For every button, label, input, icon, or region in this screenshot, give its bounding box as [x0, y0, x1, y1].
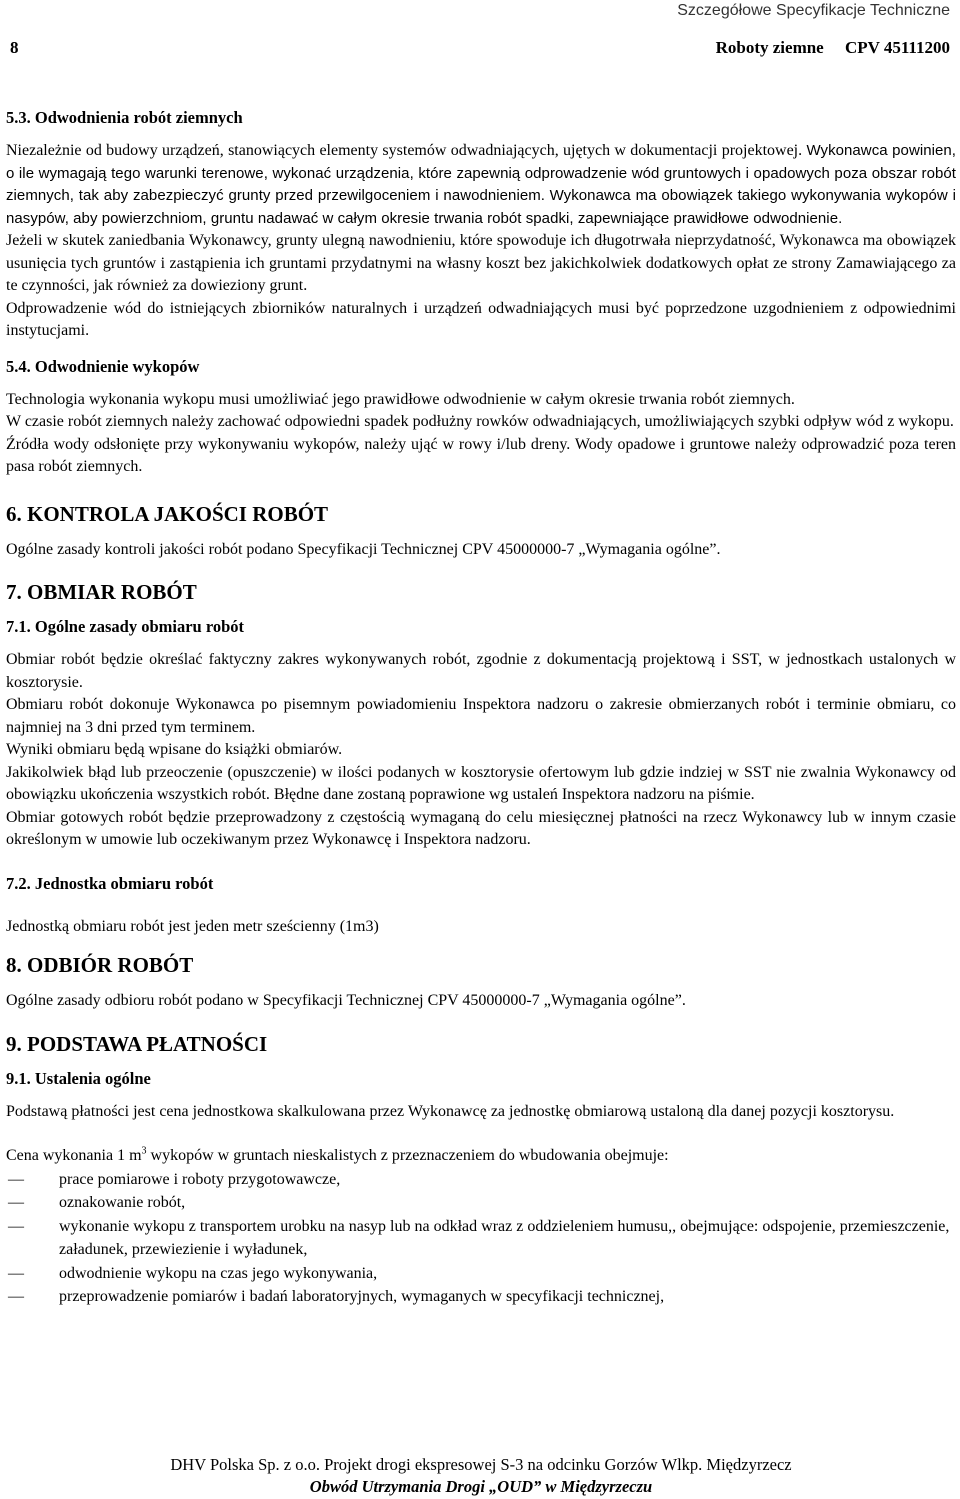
text-run: wykopów w gruntach nieskalistych z przeznaczeniem do wbudowania obejmuje: [146, 1147, 669, 1164]
paragraph: Źródła wody odsłonięte przy wykonywaniu wykopów, należy ująć w rowy i/lub dreny. Wody opadowe i gruntowe należy odprowadzić poza teren pasa robót ziemnych. [6, 435, 956, 475]
paragraph: Technologia wykonania wykopu musi umożliwiać jego prawidłowe odwodnienie w całym okresie trwania robót ziemnych. [6, 390, 795, 408]
paragraph: Odprowadzenie wód do istniejących zbiorników naturalnych i urządzeń odwadniających musi być poprzedzone uzgodnieniem z odpowiednimi instytucjami. [6, 299, 956, 339]
paragraph: Jakikolwiek błąd lub przeoczenie (opuszczenie) w ilości podanych w kosztorysie ofertowym lub gdzie indziej w SST nie zwalnia Wykonawcy od obowiązku ukończenia wszystkich robót. Błędne dane zostaną poprawione wg ustaleń Inspektora nadzoru na piśmie. [6, 763, 956, 803]
heading-9-1: 9.1. Ustalenia ogólne [6, 1068, 151, 1088]
heading-7-1: 7.1. Ogólne zasady obmiaru robót [6, 617, 245, 636]
paragraph [6, 140, 956, 230]
text-run: Niezależnie od budowy urządzeń, stanowiących elementy systemów odwadniających, ujętych w dokumentacji projektowej. [6, 142, 803, 159]
paragraph: Jeżeli w skutek zaniedbania Wykonawcy, grunty ulegną nawodnieniu, które spowoduje ich długotrwała nieprzydatność, Wykonawca ma obowiązek usunięcia tych gruntów i zastąpienia ich gruntami przydatnymi na własny koszt bez jakichkolwiek dodatkowych opłat ze strony Zamawiającego za te czynności, jak również za dowieziony grunt. [6, 232, 956, 294]
header-section [716, 38, 950, 58]
document-body [6, 108, 956, 1309]
list-item: — przeprowadzenie pomiarów i badań laboratoryjnych, wymaganych w specyfikacji technicznej, [6, 1285, 956, 1309]
heading-9: 9. PODSTAWA PŁATNOŚCI [6, 1031, 268, 1056]
heading-5-4: 5.4. Odwodnienie wykopów [6, 356, 200, 376]
list-item: — oznakowanie robót, [6, 1191, 956, 1215]
paragraph: Obmiaru robót dokonuje Wykonawca po pisemnym powiadomieniu Inspektora nadzoru o zakresie obmierzanych robót i terminie obmiaru, co najmniej na 3 dni przed tym terminem. [6, 696, 956, 736]
heading-7-2: 7.2. Jednostka obmiaru robót [6, 873, 214, 893]
footer-line-1: DHV Polska Sp. z o.o. Projekt drogi ekspresowej S-3 na odcinku Gorzów Wlkp. Międzyrzecz [170, 1455, 792, 1474]
page-number: 8 [10, 38, 19, 57]
paragraph: W czasie robót ziemnych należy zachować odpowiedni spadek podłużny rowków odwadniających, umożliwiających szybki odpływ wód z wykopu. [6, 413, 954, 430]
paragraph: Podstawą płatności jest cena jednostkowa skalkulowana przez Wykonawcę za jednostkę obmiarową ustaloną dla danej pozycji kosztorysu. [6, 1102, 895, 1120]
text-run: Wykonawca ma obowiązek takiego wykonywania wykopów i nasypów, aby powierzchniom, gruntu nadawać w całym okresie trwania robót spadki, zapewniające prawidłowe odwodnienie. [6, 187, 956, 227]
paragraph: Obmiar gotowych robót będzie przeprowadzony z częstością wymaganą do celu miesięcznej płatności na rzecz Wykonawcy lub w innym czasie określonym w umowie lub oczekiwanym przez Wykonawcę i Inspektora nadzoru. [6, 808, 956, 848]
footer-line-2: Obwód Utrzymania Drogi „OUD” w Międzyrzeczu [309, 1477, 653, 1496]
text-run: Cena wykonania 1 m [6, 1147, 142, 1164]
paragraph [6, 1145, 956, 1168]
document-page [6, 0, 956, 1499]
section-name: Roboty ziemne [715, 38, 824, 57]
heading-8: 8. ODBIÓR ROBÓT [6, 953, 194, 977]
superscript: 3 [141, 1145, 147, 1157]
paragraph: Wyniki obmiaru będą wpisane do książki obmiarów. [6, 741, 343, 758]
list-item: — wykonanie wykopu z transportem urobku na nasyp lub na odkład wraz z oddzieleniem humusu,, obejmujące: odspojenie, przemieszczenie, załadunek, przewiezienie i wyładunek, [6, 1215, 956, 1262]
list-item: — prace pomiarowe i roboty przygotowawcze, [6, 1168, 956, 1192]
paragraph: Ogólne zasady odbioru robót podano w Specyfikacji Technicznej CPV 45000000-7 „Wymagania ogólne”. [6, 992, 686, 1009]
heading-6: 6. KONTROLA JAKOŚCI ROBÓT [6, 501, 329, 526]
heading-7: 7. OBMIAR ROBÓT [6, 580, 197, 604]
cost-items-list [6, 1168, 956, 1309]
heading-5-3: 5.3. Odwodnienia robót ziemnych [6, 108, 243, 127]
paragraph: Obmiar robót będzie określać faktyczny zakres wykonywanych robót, zgodnie z dokumentacją projektową i SST, w jednostkach ustalonych w kosztorysie. [6, 651, 956, 691]
text-run: Wykonawca powinien, o ile wymagają tego warunki terenowe, wykonać urządzenia, które zapewnią odprowadzenie wód gruntowych i opadowych poza obszar robót ziemnych, tak aby zabezpieczyć grunty przed przewilgoceniem i nawodnieniem. [6, 142, 956, 204]
document-title: Szczegółowe Specyfikacje Techniczne [677, 2, 950, 19]
paragraph: Jednostką obmiaru robót jest jeden metr sześcienny (1m3) [6, 917, 379, 935]
cpv-code: CPV 45111200 [844, 38, 950, 57]
paragraph: Ogólne zasady kontroli jakości robót podano Specyfikacji Technicznej CPV 45000000-7 „Wymagania ogólne”. [6, 540, 721, 558]
list-item: — odwodnienie wykopu na czas jego wykonywania, [6, 1262, 956, 1286]
